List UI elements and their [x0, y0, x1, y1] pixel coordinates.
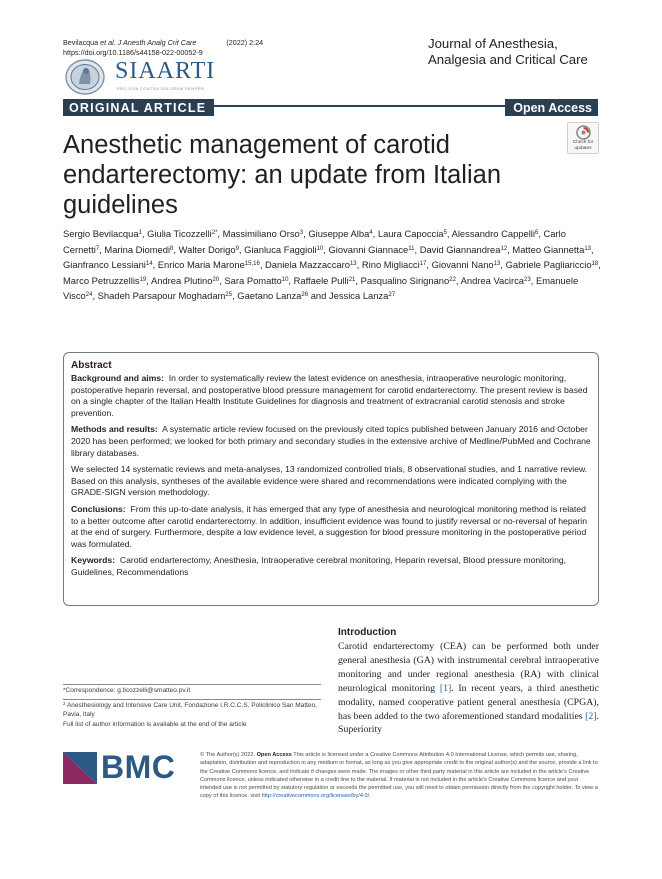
check-updates-label: Check for updates — [572, 140, 594, 151]
author-affiliation-number: 10 — [281, 276, 289, 283]
author-affiliation-number: 11 — [408, 245, 415, 252]
author-name: Giuseppe Alba$^4$ — [308, 228, 373, 239]
license-text: © The Author(s) 2022. Open Access This article is licensed under a Creative Commons Attribution 4.0 International License, which permits use, sharing, adaptation, distribution and reproduction in any medium or format, as long as you give appropriate credit to the original author(s) and the source, provide a link to the Creative Commons licence, and indicate if changes were made. The images or other third party material in this article are included in the article's Creative Commons licence, unless indicated otherwise in a credit line to the material. If material is not included in the article's Creative Commons licence and your intended use is not permitted by statutory regulation or exceeds the permitted use, you will need to obtain permission directly from the copyright holder. To view a copy of this licence, visit http://creativecommons.org/licenses/by/4.0/. — [200, 752, 598, 800]
citation-year: (2022) 2:24 — [226, 38, 264, 47]
author-name: Massimiliano Orso$^3$ — [222, 228, 304, 239]
author-name: Laura Capoccia$^5$ — [377, 228, 447, 239]
author-name: Emanuele Visco$^{24}$ — [63, 274, 579, 302]
author-name: Marco Petruzzellis$^{19}$ — [63, 274, 147, 286]
author-affiliation-number: 8 — [170, 245, 174, 252]
author-name: Sergio Bevilacqua$^1$ — [63, 228, 142, 239]
abstract-heading: Abstract — [71, 360, 112, 371]
author-affiliation-number: 22 — [449, 276, 456, 283]
author-affiliation-number: 6 — [534, 230, 539, 236]
bmc-wordmark: BMC — [101, 749, 176, 785]
doi-link[interactable]: https://doi.org/10.1186/s44158-022-00052-9 — [63, 48, 203, 57]
author-affiliation-number: 15,16 — [244, 261, 260, 268]
author-affiliation-number: 13 — [584, 245, 591, 252]
author-affiliation-number: 24 — [85, 292, 93, 299]
check-for-updates-button[interactable] — [567, 122, 599, 154]
author-affiliation-number: 13 — [493, 261, 501, 268]
abstract-conclusions: Conclusions: From this up-to-date analysis, it has emerged that any type of anesthesia and neurological monitoring method is related to a better outcome after carotid endarterectomy. In addition, insufficient evidence was found to justify reversal or no-reversal of heparin at the end of surgery. Furthermore, despite a low evidence level, a suggestion for blood pressure monitoring in the postoperative period was formulated. — [71, 503, 588, 549]
full-list-note: Full list of author information is available at the end of the article — [63, 721, 247, 728]
bmc-logo — [63, 749, 187, 786]
author-name: Andrea Vacirca$^{23}$ — [460, 274, 531, 286]
author-affiliation-number: 27 — [388, 292, 396, 299]
logo-wordmark: SIAARTI — [115, 58, 216, 84]
footnote-rule-bottom — [63, 699, 321, 700]
author-name: Carlo Cernetti$^7$ — [63, 228, 566, 255]
author-name: Marina Diomedi$^8$ — [104, 243, 174, 255]
citation-block — [63, 38, 263, 58]
author-affiliation-number: 18 — [591, 261, 599, 268]
article-title: Anesthetic management of carotid endarterectomy: an update from Italian guidelines — [63, 131, 501, 219]
introduction-heading: Introduction — [338, 627, 397, 638]
citation-reference: Bevilacqua et al. J Anesth Analg Crit Care — [63, 38, 197, 47]
footnote-rule-top — [63, 684, 321, 685]
article-type-banner: ORIGINAL ARTICLE — [63, 99, 214, 116]
author-affiliation-number: 21 — [348, 276, 356, 283]
reference-link-1[interactable]: [1] — [439, 682, 452, 694]
author-name: Alessandro Cappelli$^6$ — [451, 228, 539, 239]
author-name: Giovanni Nano$^{13}$ — [431, 259, 501, 271]
introduction-text: Carotid endarterectomy (CEA) can be performed both under general anesthesia (GA) with instrumental cerebral intraoperative monitoring and under regional anesthesia (RA) with clinical neurological monitoring [1]. In recent years, a third anesthetic modality, named cooperative patient general anesthesia (CPGA), has been added to the two aforementioned standard modalities [2]. Superiority — [338, 641, 600, 736]
open-access-banner: Open Access — [505, 99, 598, 116]
author-affiliation-number: 3 — [299, 230, 304, 236]
author-name: Gaetano Lanza$^{26}$ — [237, 290, 309, 302]
logo-motto: PRO VITA CONTRA DOLOREM SEMPER — [117, 86, 205, 91]
author-name: Enrico Maria Marone$^{15,16}$ — [157, 259, 260, 271]
reference-link-2[interactable]: [2] — [585, 710, 597, 722]
journal-name: Journal of Anesthesia, Analgesia and Critical Care — [428, 36, 588, 67]
author-affiliation-number: 1 — [138, 230, 142, 236]
author-name: Raffaele Pulli$^{21}$ — [293, 274, 356, 286]
affiliation-note: $^2$ Anesthesiology and Intensive Care Unit, Fondazione I.R.C.C.S. Policlinico San Matteo, Pavia, Italy — [63, 701, 317, 719]
author-name: Jessica Lanza$^{27}$ — [328, 290, 396, 302]
author-list: Sergio Bevilacqua$^1$, Giulia Ticozzelli$^{2*}$, Massimiliano Orso$^3$, Giuseppe Alba$^4$, Laura Capoccia$^5$, Alessandro Cappelli$^6$, Carlo Cernetti$^7$, Marina Diomedi$^8$, Walter Dorigo$^9$, Gianluca Faggioli$^{10}$, Giovanni Giannace$^{11}$, David Giannandrea$^{12}$, Matteo Giannetta$^{13}$, Gianfranco Lessiani$^{14}$, Enrico Maria Marone$^{15,16}$, Daniela Mazzaccaro$^{13}$, Rino Migliacci$^{17}$, Giovanni Nano$^{13}$, Gabriele Pagliariccio$^{18}$, Marco Petruzzellis$^{19}$, Andrea Plutino$^{20}$, Sara Pomatto$^{10}$, Raffaele Pulli$^{21}$, Pasqualino Sirignano$^{22}$, Andrea Vacirca$^{23}$, Emanuele Visco$^{24}$, Shadeh Parsapour Moghadam$^{25}$, Gaetano Lanza$^{26}$ and Jessica Lanza$^{27}$ — [63, 228, 601, 302]
author-name: Sara Pomatto$^{10}$ — [224, 274, 289, 286]
abstract-background: Background and aims: In order to systematically review the latest evidence on anesthesia, intraoperative neurologic monitoring, postoperative heparin reversal, and postoperative blood pressure management for carotid endarterectomy. The present review is based on a single chapter of the Italian Health Institute Guidelines for diagnosis and treatment of extracranial carotid stenosis and stroke prevention. — [71, 373, 588, 418]
author-name: Andrea Plutino$^{20}$ — [150, 274, 220, 286]
author-affiliation-number: 20 — [212, 276, 220, 283]
bmc-mark-icon — [63, 752, 97, 784]
author-affiliation-number: 23 — [524, 276, 531, 283]
author-affiliation-number: 25 — [225, 292, 233, 299]
author-name: Gabriele Pagliariccio$^{18}$ — [505, 259, 599, 271]
author-affiliation-number: 10 — [316, 245, 324, 252]
society-emblem-icon — [63, 57, 107, 97]
author-name: David Giannandrea$^{12}$ — [419, 243, 508, 255]
abstract-methods: Methods and results: A systematic article review focused on the previously cited topics published between January 2016 and October 2020 has been performed; we looked for both primary and secondary studies in the extensive archive of Medline/PubMed and Cochrane library databases. — [71, 424, 591, 458]
author-affiliation-number: 9 — [235, 245, 239, 252]
author-name: Giovanni Giannace$^{11}$ — [328, 243, 415, 255]
abstract-keywords: Keywords: Carotid endarterectomy, Anesthesia, Intraoperative cerebral monitoring, Heparin reversal, Blood pressure monitoring, Guidelines, Recommendations — [71, 555, 567, 577]
correspondence-note: *Correspondence: g.ticozzelli@smatteo.pv.it — [63, 687, 191, 694]
abstract-box — [63, 352, 599, 606]
author-affiliation-number: 4 — [369, 230, 373, 236]
author-affiliation-number: 12 — [500, 245, 508, 252]
author-name: Shadeh Parsapour Moghadam$^{25}$ — [97, 290, 233, 302]
author-name: Matteo Giannetta$^{13}$ — [512, 243, 591, 255]
author-affiliation-number: 5 — [443, 230, 447, 236]
author-name: Pasqualino Sirignano$^{22}$ — [360, 274, 456, 286]
license-link[interactable]: http://creativecommons.org/licenses/by/4.0/ — [261, 793, 370, 800]
siaarti-logo — [63, 57, 216, 99]
abstract-results: We selected 14 systematic reviews and meta-analyses, 13 randomized controlled trials, 8 observational studies, and 1 narrative review. Based on this analysis, syntheses of the available evidence were shared and recommendations were indicated complying with the GRADE-SIGN version methodology. — [71, 464, 588, 498]
author-affiliation-number: 2* — [211, 230, 218, 236]
author-name: Gianluca Faggioli$^{10}$ — [244, 243, 324, 255]
author-name: Gianfranco Lessiani$^{14}$ — [63, 259, 153, 271]
author-name: Giulia Ticozzelli$^{2*}$ — [147, 228, 218, 239]
author-name: Rino Migliacci$^{17}$ — [361, 259, 427, 271]
author-name: Walter Dorigo$^9$ — [178, 243, 239, 255]
author-affiliation-number: 17 — [419, 261, 427, 268]
author-affiliation-number: 14 — [145, 261, 153, 268]
author-affiliation-number: 19 — [139, 276, 147, 283]
author-affiliation-number: 13 — [349, 261, 357, 268]
check-updates-icon — [576, 125, 591, 140]
author-affiliation-number: 26 — [301, 292, 309, 299]
author-affiliation-number: 7 — [95, 245, 100, 252]
author-name: Daniela Mazzaccaro$^{13}$ — [265, 259, 357, 271]
